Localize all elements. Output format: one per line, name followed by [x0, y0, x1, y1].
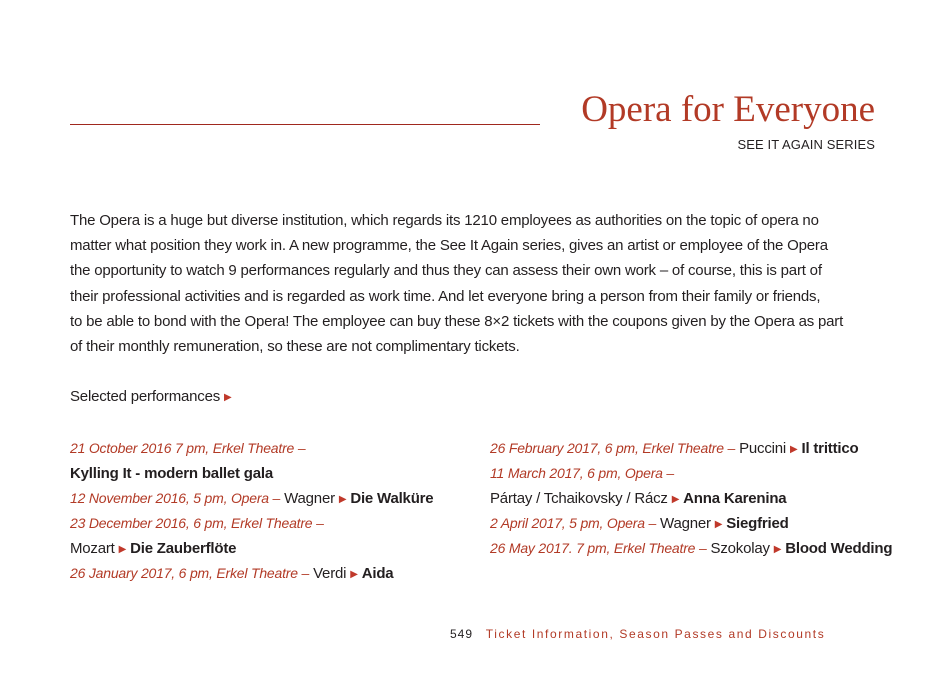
- performance-title: Die Zauberflöte: [130, 540, 237, 557]
- performance-line: [490, 436, 892, 461]
- performances-right-column: [490, 436, 892, 561]
- performance-date-line: [70, 436, 433, 461]
- performance-composer: Szokolay: [710, 540, 770, 557]
- performance-date: 12 November 2016, 5 pm, Opera –: [70, 490, 281, 506]
- performance-date-line: [490, 461, 892, 486]
- performance-date: 26 February 2017, 6 pm, Erkel Theatre –: [490, 440, 736, 456]
- performance-line: [70, 536, 433, 561]
- performance-title: Blood Wedding: [785, 540, 893, 557]
- page-subtitle: SEE IT AGAIN SERIES: [737, 137, 875, 152]
- performance-date: 21 October 2016 7 pm, Erkel Theatre –: [70, 440, 306, 456]
- performance-title-line: [70, 461, 433, 486]
- intro-line: the opportunity to watch 9 performances regularly and thus they can assess their own work – of course, this is part of: [70, 262, 822, 280]
- triangle-arrow-icon: ▶: [338, 494, 347, 505]
- intro-line: matter what position they work in. A new programme, the See It Again series, gives an artist or employee of the Opera: [70, 237, 828, 255]
- page-footer: [450, 627, 825, 641]
- performance-composer: Puccini: [739, 440, 787, 457]
- performance-line: [490, 486, 892, 511]
- triangle-arrow-icon: ▶: [714, 519, 723, 530]
- page-number: 549: [450, 627, 474, 641]
- performance-date: 23 December 2016, 6 pm, Erkel Theatre –: [70, 515, 324, 531]
- intro-line: The Opera is a huge but diverse institution, which regards its 1210 employees as authorities on the topic of opera no: [70, 212, 819, 229]
- selected-performances-label: Selected performances: [70, 388, 221, 405]
- page-title: Opera for Everyone: [581, 89, 875, 130]
- performance-composer: Wagner: [660, 515, 711, 532]
- intro-line: their professional activities and is regarded as work time. And let everyone bring a person from their family or friends,: [70, 287, 821, 305]
- triangle-arrow-icon: ▶: [790, 444, 798, 455]
- performance-title: Aida: [361, 565, 394, 582]
- performance-line: [70, 486, 433, 511]
- triangle-arrow-icon: ▶: [671, 494, 680, 505]
- performance-composer: Wagner: [284, 490, 335, 507]
- performance-line: [490, 536, 892, 561]
- performance-composer: Pártay / Tchaikovsky / Rácz: [490, 490, 668, 507]
- performance-date: 11 March 2017, 6 pm, Opera –: [490, 465, 675, 481]
- performance-line: [70, 561, 433, 586]
- performance-title: Il trittico: [801, 440, 859, 457]
- footer-section-title: Ticket Information, Season Passes and Discounts: [485, 627, 826, 641]
- performance-date: 2 April 2017, 5 pm, Opera –: [490, 515, 657, 531]
- triangle-arrow-icon: ▶: [350, 569, 358, 580]
- performance-title: Die Walküre: [350, 490, 434, 507]
- performance-title: Kylling It - modern ballet gala: [70, 465, 273, 482]
- triangle-arrow-icon: ▶: [118, 544, 127, 555]
- performance-date: 26 May 2017. 7 pm, Erkel Theatre –: [490, 540, 707, 556]
- performance-title: Anna Karenina: [683, 490, 787, 507]
- intro-line: of their monthly remuneration, so these are not complimentary tickets.: [70, 338, 520, 356]
- selected-performances-heading: [70, 386, 232, 409]
- intro-line: to be able to bond with the Opera! The employee can buy these 8×2 tickets with the coupons given by the Opera as part: [70, 312, 844, 330]
- performance-date-line: [70, 511, 433, 536]
- header-rule: [70, 124, 540, 125]
- triangle-arrow-icon: ▶: [224, 392, 232, 403]
- performance-line: [490, 511, 892, 536]
- performance-date: 26 January 2017, 6 pm, Erkel Theatre –: [70, 565, 310, 581]
- intro-paragraph: [70, 208, 880, 359]
- performances-left-column: [70, 436, 433, 586]
- performance-composer: Verdi: [313, 565, 347, 582]
- triangle-arrow-icon: ▶: [773, 544, 782, 555]
- performance-composer: Mozart: [70, 540, 115, 557]
- performance-title: Siegfried: [726, 515, 789, 532]
